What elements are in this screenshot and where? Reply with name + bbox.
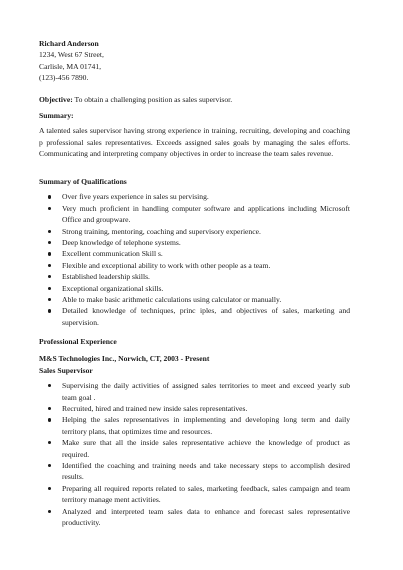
list-item: Very much proficient in handling computer software and applications including Microsoft Office and groupware. (39, 203, 350, 226)
objective-section (39, 94, 350, 105)
list-item: Deep knowledge of telephone systems. (39, 237, 350, 248)
list-item: Over five years experience in sales su pervising. (39, 191, 350, 202)
list-item: Supervising the daily activities of assigned sales territories to meet and exceed yearly sub team goal . (39, 380, 350, 403)
experience-list (39, 380, 350, 528)
list-item: Established leadership skills. (39, 271, 350, 282)
experience-heading: Professional Experience (39, 337, 117, 346)
objective-text: To obtain a challenging position as sales supervisor. (74, 95, 233, 104)
list-item: Able to make basic arithmetic calculations using calculator or manually. (39, 294, 350, 305)
list-item: Make sure that all the inside sales representative achieve the knowledge of product as required. (39, 437, 350, 460)
summary-section (39, 110, 350, 160)
summary-heading: Summary: (39, 111, 74, 120)
summary-text: A talented sales supervisor having strong experience in training, recruiting, developing and coaching p professional sales representatives. Exceeds assigned sales goals by managing the sales efforts. Communicating and interpreting company objectives in order to increase the team sales revenue. (39, 126, 350, 159)
qualifications-list (39, 191, 350, 328)
list-item: Helping the sales representatives in implementing and developing long term and daily territory plans, that optimizes time and resources. (39, 414, 350, 437)
list-item: Excellent communication Skill s. (39, 248, 350, 259)
contact-street: 1234, West 67 Street, (39, 50, 104, 60)
list-item: Strong training, mentoring, coaching and supervisory experience. (39, 226, 350, 237)
list-item: Detailed knowledge of techniques, princ iples, and objectives of sales, marketing and supervision. (39, 305, 350, 328)
qualifications-section (39, 176, 350, 328)
list-item: Exceptional organizational skills. (39, 283, 350, 294)
contact-city: Carlisle, MA 01741, (39, 61, 102, 71)
contact-phone: (123)-456 7890. (39, 73, 89, 83)
list-item: Flexible and exceptional ability to work with other people as a team. (39, 260, 350, 271)
contact-block (39, 38, 350, 84)
objective-label: Objective: (39, 95, 73, 104)
list-item: Analyzed and interpreted team sales data to enhance and forecast sales representative productivity. (39, 506, 350, 529)
experience-title: Sales Supervisor (39, 365, 93, 375)
contact-name: Richard Anderson (39, 39, 99, 48)
experience-section (39, 336, 350, 529)
qualifications-heading: Summary of Qualifications (39, 177, 127, 186)
list-item: Identified the coaching and training needs and take necessary steps to accomplish desired results. (39, 460, 350, 483)
experience-company: M&S Technologies Inc., Norwich, CT, 2003 - Present (39, 354, 210, 364)
list-item: Recruited, hired and trained new inside sales representatives. (39, 403, 350, 414)
list-item: Preparing all required reports related to sales, marketing feedback, sales campaign and team territory manage ment activities. (39, 483, 350, 506)
